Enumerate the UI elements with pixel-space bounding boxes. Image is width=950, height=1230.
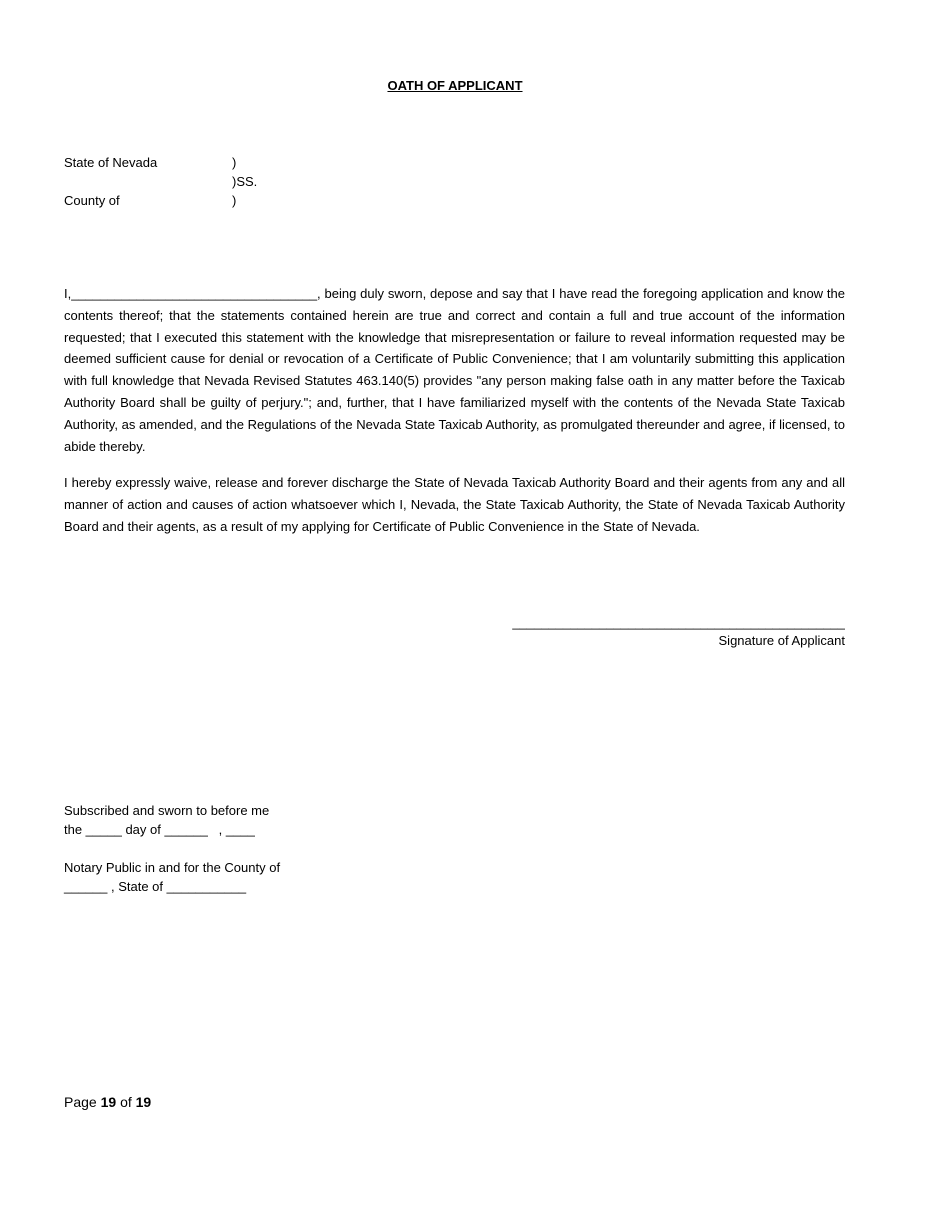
document-title: OATH OF APPLICANT xyxy=(387,78,523,93)
county-paren: ) xyxy=(232,193,237,208)
page-total: 19 xyxy=(135,1094,152,1110)
notary-public-block xyxy=(64,858,280,896)
state-label: State of Nevada xyxy=(64,155,158,170)
of-word: of xyxy=(120,1094,132,1110)
notary-line-2: the _____ day of ______ , ____ xyxy=(64,822,255,837)
page-footer xyxy=(64,1094,151,1110)
waiver-paragraph: I hereby expressly waive, release and forever discharge the State of Nevada Taxicab Authority Board and their agents from any and all manner of action and causes of action whatsoever which I, Nevada, the State Taxicab Authority, the State of Nevada Taxicab Authority Board and their agents, as a result of my applying for Certificate of Public Convenience in the State of Nevada. xyxy=(64,475,845,534)
signature-label: Signature of Applicant xyxy=(718,633,845,648)
notary-subscribed-block xyxy=(64,801,269,839)
ss-label: )SS. xyxy=(232,174,258,189)
county-label: County of xyxy=(64,193,120,208)
notary-line-3: Notary Public in and for the County of xyxy=(64,860,281,875)
notary-line-1: Subscribed and sworn to before me xyxy=(64,803,270,818)
page-word: Page xyxy=(64,1094,97,1110)
page-current: 19 xyxy=(100,1094,117,1110)
signature-line: ______________________________________________ xyxy=(512,615,845,630)
notary-line-4: ______ , State of ___________ xyxy=(64,879,247,894)
state-paren: ) xyxy=(232,155,237,170)
oath-paragraph: I,__________________________________, being duly sworn, depose and say that I have read the foregoing application and know the contents thereof; that the statements contained herein are true and correct and contain a full and true account of the information requested; that I executed this statement with the knowledge that misrepresentation or failure to reveal information requested may be deemed sufficient cause for denial or revocation of a Certificate of Public Convenience; that I am voluntarily submitting this application with full knowledge that Nevada Revised Statutes 463.140(5) provides "any person making false oath in any matter before the Taxicab Authority Board shall be guilty of perjury."; and, further, that I have familiarized myself with the contents of the Nevada State Taxicab Authority, as amended, and the Regulations of the Nevada State Taxicab Authority, as promulgated thereunder and agree, if licensed, to abide thereby. xyxy=(64,286,845,454)
